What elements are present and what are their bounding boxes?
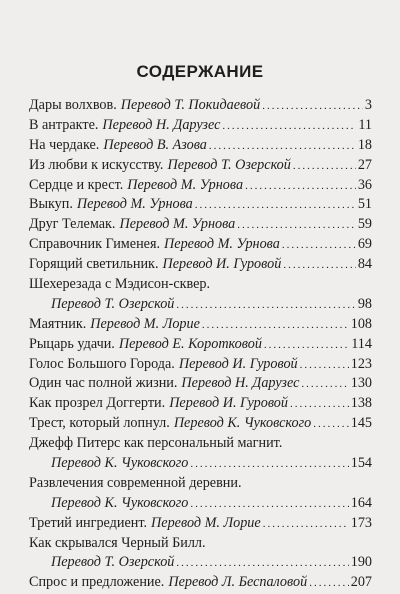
dot-leader xyxy=(190,495,348,515)
translator-credit: Перевод К. Чуковского xyxy=(51,494,189,511)
toc-entry-translator-line xyxy=(29,295,372,315)
translator-credit: Перевод Т. Озерской xyxy=(167,156,291,173)
dot-leader xyxy=(293,157,356,177)
page-number: 154 xyxy=(350,455,372,472)
page-number: 190 xyxy=(350,554,372,571)
story-title: Как скрывался Черный Билл. xyxy=(29,534,206,551)
page-number: 36 xyxy=(357,176,372,193)
translator-credit: Перевод М. Урнова xyxy=(119,216,236,233)
dot-leader xyxy=(300,356,349,376)
story-title: Джефф Питерс как персональный магнит. xyxy=(29,435,283,452)
story-title: Развлечения современной деревни. xyxy=(29,474,242,491)
dot-leader xyxy=(202,316,349,336)
story-title: Сердце и крест. xyxy=(29,176,124,193)
translator-credit: Перевод М. Урнова xyxy=(164,236,280,253)
translator-credit: Перевод М. Урнова xyxy=(76,196,193,213)
page-number: 207 xyxy=(350,574,372,591)
table-of-contents xyxy=(29,96,372,593)
dot-leader xyxy=(262,97,363,117)
toc-entry xyxy=(29,414,372,434)
story-title: Рыцарь удачи. xyxy=(29,335,115,352)
page-number: 114 xyxy=(351,335,372,352)
translator-credit: Перевод Л. Беспаловой xyxy=(168,574,308,591)
translator-credit: Перевод И. Гуровой xyxy=(178,355,298,372)
translator-credit: Перевод К. Чуковского xyxy=(173,415,312,432)
translator-credit: Перевод К. Чуковского xyxy=(51,455,189,472)
dot-leader xyxy=(222,117,356,137)
story-title: В антракте. xyxy=(29,116,99,133)
dot-leader xyxy=(176,554,348,574)
page-number: 98 xyxy=(357,295,372,312)
page-number: 108 xyxy=(350,315,372,332)
page-number: 51 xyxy=(357,196,372,213)
toc-entry-translator-line xyxy=(29,454,372,474)
dot-leader xyxy=(301,375,348,395)
story-title: Горящий светильник. xyxy=(29,256,159,273)
translator-credit: Перевод М. Лорие xyxy=(90,315,200,332)
translator-credit: Перевод М. Лорие xyxy=(151,514,261,531)
page-number: 11 xyxy=(358,116,372,133)
translator-credit: Перевод И. Гуровой xyxy=(169,395,288,412)
dot-leader xyxy=(290,395,349,415)
toc-entry xyxy=(29,573,372,593)
story-title: На чердаке. xyxy=(29,136,100,153)
dot-leader xyxy=(263,515,349,535)
translator-credit: Перевод В. Азова xyxy=(103,136,207,153)
toc-entry-title-line xyxy=(29,474,372,494)
dot-leader xyxy=(209,137,356,157)
page-number: 173 xyxy=(350,514,372,531)
story-title: Третий ингредиент. xyxy=(29,514,148,531)
story-title: Дары волхвов. xyxy=(29,97,117,113)
translator-credit: Перевод Н. Дарузес xyxy=(181,375,300,392)
page-title: СОДЕРЖАНИЕ xyxy=(136,62,264,81)
story-title: Друг Телемак. xyxy=(29,216,116,233)
toc-entry-title-line xyxy=(29,434,372,454)
page-number: 130 xyxy=(350,375,372,392)
toc-entry xyxy=(29,255,372,275)
story-title: Один час полной жизни. xyxy=(29,375,178,392)
dot-leader xyxy=(245,177,356,197)
toc-entry xyxy=(29,355,372,375)
dot-leader xyxy=(190,455,348,475)
page-number: 84 xyxy=(357,256,372,273)
translator-credit: Перевод Е. Коротковой xyxy=(118,335,262,352)
story-title: Трест, который лопнул. xyxy=(29,415,170,432)
dot-leader xyxy=(283,256,356,276)
toc-entry-title-line xyxy=(29,275,372,295)
translator-credit: Перевод Н. Дарузес xyxy=(102,116,221,133)
page-number: 138 xyxy=(350,395,372,412)
toc-entry-title-line xyxy=(29,534,372,554)
page-number: 27 xyxy=(357,156,372,173)
dot-leader xyxy=(309,574,349,594)
translator-credit: Перевод И. Гуровой xyxy=(162,256,282,273)
dot-leader xyxy=(176,296,355,316)
toc-entry xyxy=(29,136,372,156)
toc-entry xyxy=(29,394,372,414)
page-number: 59 xyxy=(357,216,372,233)
toc-entry xyxy=(29,335,372,355)
toc-entry xyxy=(29,116,372,136)
translator-credit: Перевод Т. Озерской xyxy=(51,554,175,571)
translator-credit: Перевод Т. Покидаевой xyxy=(120,97,261,113)
story-title: Выкуп. xyxy=(29,196,73,213)
story-title: Голос Большого Города. xyxy=(29,355,175,372)
dot-leader xyxy=(195,196,356,216)
story-title: Шехерезада с Мэдисон-сквер. xyxy=(29,276,211,293)
toc-entry xyxy=(29,514,372,534)
story-title: Из любви к искусству. xyxy=(29,156,164,173)
page-number: 3 xyxy=(364,97,372,113)
dot-leader xyxy=(313,415,349,435)
page-number: 18 xyxy=(357,136,372,153)
page-number: 145 xyxy=(350,415,372,432)
story-title: Как прозрел Доггерти. xyxy=(29,395,166,412)
toc-entry xyxy=(29,215,372,235)
page-number: 69 xyxy=(357,236,372,253)
translator-credit: Перевод М. Урнова xyxy=(127,176,244,193)
page-number: 164 xyxy=(350,494,372,511)
story-title: Справочник Гименея. xyxy=(29,236,161,253)
dot-leader xyxy=(282,236,356,256)
translator-credit: Перевод Т. Озерской xyxy=(51,295,175,312)
toc-entry xyxy=(29,315,372,335)
toc-entry xyxy=(29,374,372,394)
story-title: Маятник. xyxy=(29,315,87,332)
story-title: Спрос и предложение. xyxy=(29,574,165,591)
toc-entry xyxy=(29,195,372,215)
toc-entry xyxy=(29,176,372,196)
toc-entry xyxy=(29,96,372,116)
toc-entry xyxy=(29,156,372,176)
dot-leader xyxy=(237,216,356,236)
page-number: 123 xyxy=(350,355,372,372)
toc-entry xyxy=(29,235,372,255)
toc-entry-translator-line xyxy=(29,494,372,514)
dot-leader xyxy=(264,336,349,356)
toc-entry-translator-line xyxy=(29,553,372,573)
